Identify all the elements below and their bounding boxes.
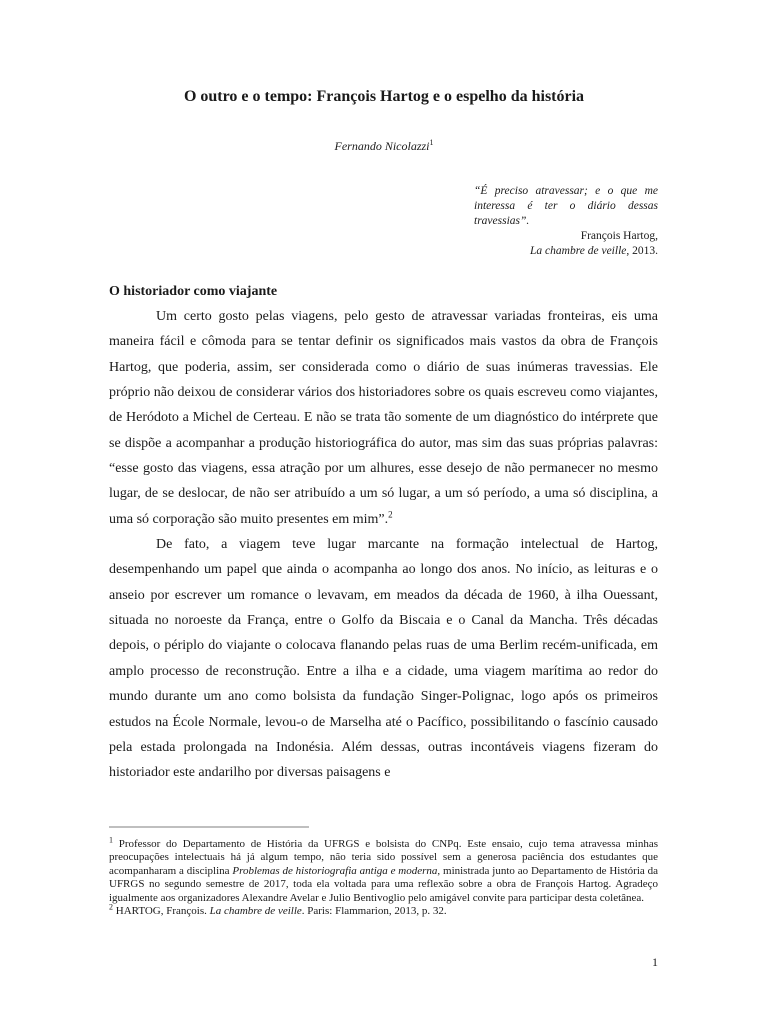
epigraph <box>474 184 658 259</box>
footnote-2-text-b: . Paris: Flammarion, 2013, p. 32. <box>301 905 447 918</box>
footnote-2-text-a: HARTOG, François. <box>113 905 210 918</box>
page-number: 1 <box>652 955 658 969</box>
paragraph-2: De fato, a viagem teve lugar marcante na formação intelectual de Hartog, desempenhando um papel que ainda o acompanha ao longo dos anos. No início, as leituras e o anseio por escrever um romance o levavam, em meados da década de 1960, à ilha Ouessant, situada no noroeste da França, entre o Golfo da Biscaia e o Canal da Mancha. Três décadas depois, o périplo do viajante o colocava flanando pelas ruas de uma Berlim recém-unificada, em amplo processo de reconstrução. Entre a ilha e a cidade, uma viagem marítima ao redor do mundo durante um ano como bolsista da fundação Singer-Polignac, logo após os primeiros estudos na École Normale, levou-o de Marselha até o Pacífico, possibilitando o fascínio causado pela estada prolongada na Indonésia. Além dessas, outras incontáveis viagens fizeram do historiador este andarilho por diversas paisagens e <box>109 537 658 781</box>
footnote-2-mark: 2 <box>109 902 113 912</box>
footnote-2 <box>109 902 658 918</box>
footnote-separator <box>109 826 309 828</box>
article-title: O outro e o tempo: François Hartog e o espelho da história <box>183 88 585 105</box>
epigraph-quote: “É preciso atravessar; e o que me interessa é ter o diário dessas travessias”. <box>474 185 658 227</box>
footnote-1-text-a: Professor do Departamento de História da UFRGS e bolsista do CNPq. Este ensaio, cujo tema atravessa minhas preocupações intelectuais há já algum tempo, não teria sido possível sem a generosa paciência dos estudantes que acompanharam a disciplina <box>109 838 658 877</box>
author-line <box>0 138 768 154</box>
paragraph-1-text: Um certo gosto pelas viagens, pelo gesto de atravessar variadas fronteiras, eis uma maneira fácil e cômoda para se tentar definir os significados mais vastos da obra de François Hartog, que poderia, assim, ser considerada como o diário de suas inúmeras travessias. Ele próprio não deixou de considerar vários dos historiadores sobre os quais escreveu como viajantes, de Heródoto a Michel de Certeau. E não se trata tão somente de um diagnóstico do intérprete que se dispõe a acompanhar a produção historiográfica do autor, mas sim das suas próprias palavras: “esse gosto das viagens, essa atração por um alhures, esse desejo de não permanecer no mesmo lugar, de se deslocar, de não ser atribuído a um só lugar, a um só período, a uma só disciplina, a uma só corporação são muito presentes em mim”. <box>109 309 658 527</box>
section-heading: O historiador como viajante <box>109 284 278 299</box>
footnote-1-text-b: , ministrada junto ao Departamento de História da UFRGS no segundo semestre de 2017, toda ela voltada para uma reflexão sobre a obra de François Hartog. Agradeço igualmente aos organizadores Alexandre Avelar e Julio Bentivoglio pelo amigável convite para participar desta coletânea. <box>109 864 658 904</box>
epigraph-source-title: La chambre de veille <box>530 245 627 257</box>
epigraph-attribution: François Hartog, <box>580 230 658 242</box>
author-name: Fernando Nicolazzi <box>334 139 430 153</box>
epigraph-source <box>474 244 658 259</box>
footnote-1-mark: 1 <box>109 835 113 845</box>
footnotes <box>109 835 658 918</box>
author-footnote-mark: 1 <box>429 138 434 147</box>
footnote-2-book-title: La chambre de veille <box>209 905 302 918</box>
footnote-1 <box>109 835 658 905</box>
epigraph-source-year: , 2013. <box>626 245 658 257</box>
paragraph-1 <box>109 304 658 532</box>
body-text <box>109 304 658 786</box>
footnote-1-course-title: Problemas de historiografia antiga e moderna <box>232 864 438 877</box>
footnote-ref-2: 2 <box>388 509 393 520</box>
